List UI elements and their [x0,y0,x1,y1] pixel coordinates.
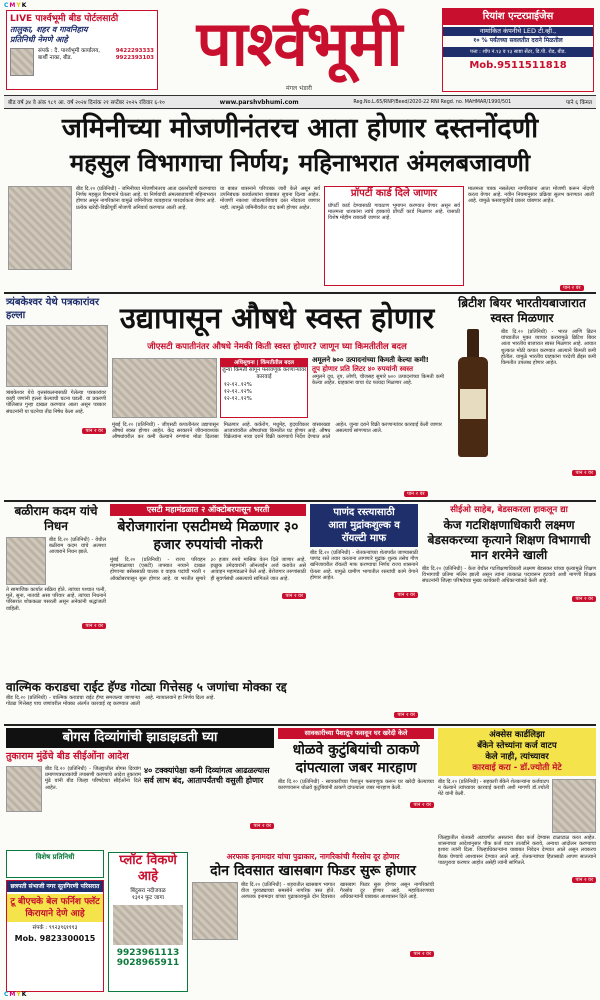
live-title: LIVE पार्श्वभूमी बीड पोर्टलसाठी [10,14,119,24]
ad-top-line3: पत्ता : शॉप नं.१३ व १३ साष्टा सेंटर, डि.पी. रोड, बीड. [443,47,593,57]
plot-line2: १३१२ फुट जागा [132,895,164,901]
banner-headline: उद्यापासून औषधे स्वस्त होणार [119,301,435,335]
plot-photo [113,905,183,945]
road-title-a: पाणंद रस्त्यासाठी [333,507,395,518]
live-portal-box [6,10,158,90]
mete-body-a: बीड दि.२० (प्रतिनिधी) - सहकारी बँकेने शेतकऱ्यांना कर्जवाटप न केल्याने त्यांच्यावर कारवाई करावी अशी मागणी डॉ.ज्योती मेटे यांनी केली. [438,779,549,798]
bogus-subtitle: तुकाराम मुंढेंचे बीड सीईओंना आदेश [6,751,129,762]
dateline-website[interactable]: www.parshvbhumi.com [219,98,299,106]
ceo-headline: केज गटशिक्षणाधिकारी लक्ष्मण बेडसकरच्या कृत्याने शिक्षण विभागाची मान शरमेने खाली [427,518,591,562]
beer-bottle [448,329,498,459]
beer-story [448,296,596,496]
balirm-photo [6,537,46,585]
banner-box-sub: जुन्या किंमती सांगून फसवणूक करणाऱ्यांवर कारवाई [221,367,307,380]
ceo-more[interactable]: पान २ वर [572,596,596,602]
chhatrapati-contact: संपर्क : ९९२३९६१११३ [32,925,78,931]
balirm-more[interactable]: पान २ वर [82,623,106,629]
lead-photo [8,186,72,270]
banner-body: मुंबई दि.२० (प्रतिनिधी) - जीएसटी कपातीनंतर उद्यापासून औषधे स्वस्त होणार आहेत. केंद्र सरकारने जीवनावश्यक औषधांवरील कर कमी केल्याने रुग्णांना मोठा दिलासा मिळणार आहे. कर्करोग, मधुमेह, हृदयविकार यांसारख्या आजारांवरील औषधांच्या किमतीत घट होणार आहे. औषध विक्रेत्यांना नव्या दराने विक्री करण्याचे निर्देश देण्यात आले आहेत. जुन्या दराने विक्री करणाऱ्यांवर कारवाई केली जाणार असल्याचे सांगण्यात आले. [112,422,442,441]
chhatrapati-ad [6,880,104,992]
plot-title: प्लॉट विकणे आहे [119,853,177,884]
valmik-body: बीड दि.२० (प्रतिनिधी) - वाल्मिक कराडचा राईट हॅण्ड समजल्या जाणाऱ्या गोट्या गित्तेसह पाच जणांवरील मोक्का अंतर्गत कारवाई रद्द करण्यात आली आहे. न्यायालयाने हा निर्णय दिला आहे. [6,695,216,708]
dhoka-tag: सावकारीच्या पैशातून फसवून घर खरेदी केले [278,728,434,739]
lead-subhead-body: प्रॉपर्टी कार्ड देण्यासाठी गावठाण भूमापन करण्यात येणार असून सर्व मालमत्ता धारकांना त्यांचे हक्काचे प्रॉपर्टी कार्ड मिळणार आहे. यासाठी विशेष मोहीम राबवली जाणार आहे. [328,203,460,222]
lead-subhead-box [324,186,464,286]
ad-top-mobile: Mob.9511511818 [469,60,567,71]
st-body: मुंबई दि.२० (प्रतिनिधी) - राज्य परिवहन महामंडळाच्या (एसटी) ताफ्यात नव्याने दाखल होणाऱ्या बसेससाठी चालक व वाहक पदांची भरती २ ऑक्टोबरपासून सुरू होणार आहे. या भरतीत सुमारे ३० हजार रुपये मासिक वेतन दिले जाणार आहे. इच्छुक उमेदवारांनी ऑनलाईन अर्ज करावेत असे आवाहन महामंडळाने केले आहे. बेरोजगार तरुणांसाठी ही सुवर्णसंधी असल्याचे सांगितले जात आहे. [110,557,306,582]
banner-photo [112,358,217,418]
bogus-title: बोगस दिव्यांगांची झाडाझडती घ्या [6,728,274,748]
cmyk-marker-bottom: CMYK [4,991,28,998]
valmik-title: वाल्मिक कराडचा राईट हॅण्ड गोट्या गित्तेसह ५ जणांचा मोक्का रद्द [6,680,287,694]
banner-box-rows: १२-१२..१२% १२-१२..१२% १२-१२..१२% [224,382,252,402]
banner-side-title: अमूलने ७०० उत्पादनांच्या किमती केल्या कमी! [312,356,429,364]
plot-line1: बिंदुसरा नदीजवळ [130,888,166,894]
balirm-title: बळीराम कदम यांचे निधन [14,504,98,533]
st-more[interactable]: पान २ वर [282,593,306,599]
dateline-pages: पाने ६ किंमत [565,100,592,106]
road-body: बीड दि.२० (प्रतिनिधी) - शेतकऱ्यांच्या शेतापर्यंत जाण्यासाठी पाणंद रस्ते तयार करताना लागणारे मुद्रांक शुल्क तसेच गौण खनिजावरील रॉयल्टी माफ करण्याचा निर्णय राज्य शासनाने घेतला आहे. यामुळे ग्रामीण भागातील रस्त्यांची कामे वेगाने होणार आहेत. [310,550,418,581]
lead-body-col2: या बाबत शासनाने परिपत्रक जारी केले असून सर्व उपनिबंधक कार्यालयांना याबाबत सूचना दिल्या आहेत. मोजणी नकाशा जोडल्याशिवाय दस्त नोंदवला जाणार नाही. त्यामुळे जमिनीवरील वाद कमी होणार आहेत. [220,186,320,211]
chhatrapati-ad-text: टू बीएचके बेल फर्निश फ्लॅट किरायाने देणे आहे [7,894,103,922]
beer-title: ब्रिटीश बियर भारतीयबाजारात स्वस्त मिळणार [458,296,586,325]
feeder-tag: अरफाक इनामदार यांचा पुढाकार, नागरिकांची गैरसोय दूर होणार [226,852,400,861]
live-phone-2: 9922393103 [115,55,154,61]
feeder-more[interactable]: पान २ वर [410,951,434,957]
mete-title-box [438,728,596,776]
banner-side-body: अमूलने दूध, तूप, लोणी, चीजसह सुमारे ७०० उत्पादनांच्या किमती कमी केल्या आहेत. ग्राहकांना याचा थेट फायदा मिळणार आहे. [312,374,444,387]
mete-title-a: अंक्सेस कार्डलिझा [489,730,545,740]
road-title-box [310,504,418,547]
st-tag: एसटी महामंडळात २ ऑक्टोबरपासून भरती [110,504,306,516]
chhatrapati-title: छत्रपती संभाजी नगर सूतगिरणी परिसरात [7,881,103,892]
road-more[interactable]: पान २ वर [394,592,418,598]
story-left-1-body: त्र्यंबकेश्वर येथे वृत्तसंकलनासाठी गेलेल्या पत्रकारांवर काही जणांनी हल्ला केल्याची घटना घडली. या प्रकरणी पोलिसात गुन्हा दाखल करण्यात आला असून पत्रकार संघटनांनी या घटनेचा तीव्र निषेध केला आहे. [6,390,106,415]
balirm-body-a: बीड दि.२० (प्रतिनिधी) - येथील बळीराम कदम यांचे अल्पशा आजाराने निधन झाले. [49,537,106,556]
lead-headline-2: महसुल विभागाचा निर्णय; महिनाभरात अंमलबजावणी [69,149,531,177]
ad-top-right [442,8,594,92]
banner-box-title: अधिसूचना | किंमतीतील बदल [221,359,307,367]
road-title-c: रॉयल्टी माफ [341,533,387,544]
ad-top-line2: १० % पर्यंतच्या सवलतीत दराने मिळतील [473,37,563,44]
lead-body-col1: बीड दि.२० (प्रतिनिधी) - जमिनीच्या मोजणीनंतरच आता दस्तनोंदणी करण्याचा निर्णय महसुल विभागाने घेतला आहे. या निर्णयाची अंमलबजावणी महिनाभरात होणार असून नागरिकांना यामुळे जमिनीच्या व्यवहारात पारदर्शकता येणार आहे. प्रत्येक खरेदी-विक्रीपूर्वी मोजणी अनिवार्य करण्यात आली आहे. [76,186,216,211]
banner-subhead: जीएसटी कपातीनंतर औषधे नेमकी किती स्वस्त होणार? जाणून घ्या किमतीतील बदल [147,342,407,352]
ceo-title: सीईओ साहेब, बेडसकरला हाकलून द्या [450,505,568,515]
feeder-body: बीड दि.२० (प्रतिनिधी) - शहरातील खासबाग भागात वीज पुरवठ्याच्या समस्येने नागरिक त्रस्त होते. अरफाक इनामदार यांच्या पुढाकारामुळे दोन दिवसात खासबाग फिडर सुरू होणार असून नागरिकांची गैरसोय दूर होणार आहे. महावितरणच्या अधिकाऱ्यांनी याबाबत आश्वासन दिले आहे. [241,882,434,901]
banner-price-box [220,358,308,418]
lead-more[interactable]: पान २ वर [560,274,594,284]
lead-body-col4: मालमत्ता पत्रक नसलेल्या नागरिकांना आता मोजणी करून नोंदणी करता येणार आहे. नवीन नियमानुसार प्रक्रिया सुलभ करण्यात आली आहे. यामुळे फसवणुकीचे प्रकार थांबणार आहेत. [468,186,594,205]
live-phone-1: 9422293333 [115,48,154,54]
dhoka-headline: धोळवे कुटुंबियांची ठाकणे दांपत्याला जबर मारहाण [292,742,420,776]
bogus-photo [6,766,42,812]
live-line2: प्रतिनिधी नेमणे आहे [10,35,68,44]
masthead [160,4,438,94]
balirm-story [6,504,106,676]
mete-title-d: कारवाई करा - डॉ.ज्योती मेटे [472,763,562,773]
ceo-story [422,504,596,676]
road-story [310,504,418,676]
ad-top-name: रियांश एन्टरप्राईजेस [443,9,593,25]
chhatrapati-mobile: Mob. 9823300015 [14,934,96,943]
dateline-strip [4,95,596,109]
story-left-1-title: त्र्यंबकेश्वर येथे पत्रकारांवर हल्ला [6,297,100,321]
mete-title-c: केले नाही, त्यांच्यावर [485,752,549,762]
feeder-story [192,852,434,992]
dhoka-body: बीड दि.२० (प्रतिनिधी) - सावकारीच्या पैशातून फसवणूक करून घर खरेदी केल्याच्या कारणावरून धोळवे कुटुंबियांनी ठाकणे दांपत्याला जबर मारहाण केली. [278,779,434,792]
beer-body: बीड दि.२० (प्रतिनिधी) - भारत आणि ब्रिटन यांच्यातील मुक्त व्यापार करारामुळे ब्रिटिश बियर आता भारतीय बाजारात स्वस्त मिळणार आहे. आयात शुल्कात मोठी कपात करण्यात आल्याने किमती कमी होतील. यामुळे भारतीय ग्राहकांना परदेशी ब्रँड्स कमी किमतीत उपलब्ध होणार आहेत. [501,329,596,367]
lead-subhead: प्रॉपर्टी कार्ड दिले जाणार [350,188,438,199]
balirm-body-b: ते सामाजिक कार्यात सक्रिय होते. त्यांच्या पश्चात पत्नी, मुले, सुना, नातवंडे असा परिवार आहे. त्यांच्या निधनाने परिसरात शोककळा पसरली असून अनेकांनी श्रद्धांजली वाहिली. [6,587,106,612]
masthead-subtitle: मंगल भंडारी [286,85,312,92]
valmik-more[interactable]: पान २ वर [394,712,418,718]
ad-top-line1: नामांकित कंपनीचे LED टी.व्ही., [443,27,593,36]
dhoka-story [278,728,434,848]
bogus-cert: ४० टक्क्यांपेक्षा कमी दिव्यांगत्व आढळल्यास सर्व लाभ बंद, आतापर्यंतची वसुली होणार [144,766,270,785]
st-headline: बेरोजगारांना एसटीमध्ये मिळणार ३० हजार रुपयांची नोकरी [117,519,299,553]
plot-ad [108,852,188,992]
mete-title-b: बँकेने स्तेच्यांना कर्ज वाटप [477,741,557,751]
mete-more[interactable]: पान २ वर [572,877,596,883]
live-line1: तालुका, शहर व गावनिहाय [10,25,88,34]
dhoka-more[interactable]: पान २ वर [410,802,434,808]
live-photo [10,48,34,76]
valmik-story [6,680,418,720]
beer-more[interactable]: पान २ वर [572,470,596,476]
lead-headline-1: जमिनीच्या मोजणीनंतरच आता होणार दस्तनोंदणी [61,113,539,144]
reporter-box-label: विशेष प्रतिनिधी [35,853,75,861]
ceo-body: बीड दि.२० (प्रतिनिधी) - केज येथील गटशिक्षणाधिकारी लक्ष्मण बेडसकर यांच्या कृत्यामुळे शिक्षण विभागाची प्रतिमा मलिन झाली असून त्यांना तात्काळ पदावरून हटवावे अशी मागणी शिक्षक संघटनांनी जिल्हा परिषदेच्या मुख्य कार्यकारी अधिकाऱ्यांकडे केली आहे. [422,566,596,585]
bogus-story [6,728,274,848]
bogus-more[interactable]: पान २ वर [250,823,274,829]
st-story [110,504,306,676]
story-left-1-photo [6,325,108,387]
cmyk-marker: CMYK [4,2,28,9]
feeder-headline: दोन दिवसात खासबाग फिडर सुरू होणार [210,863,416,879]
banner-more[interactable]: पान २ वर [404,491,428,497]
mete-photo [552,779,596,833]
story-left-1-more[interactable]: पान २ वर [82,428,106,434]
road-title-b: आता मुद्रांकशुल्क व [328,520,400,531]
banner-side-sub: तूप होणार प्रति लिटर ४० रुपयांनी स्वस्त [312,365,413,373]
reporter-box [6,850,104,878]
banner-side [312,356,444,418]
feeder-photo [192,882,238,940]
story-left-1 [6,296,106,496]
mete-story [438,728,596,990]
masthead-title: पार्श्वभूमी [196,7,402,80]
mete-body-b: जिल्ह्यातील शेतकरी अडचणीत असताना बँका कर्ज देण्यास टाळाटाळ करत आहेत. शासनाच्या आदेशानुसार पीक कर्ज वाटप तातडीने करावे, अन्यथा आंदोलन करण्याचा इशारा त्यांनी दिला. जिल्हाधिकाऱ्यांना याबाबत निवेदन देण्यात आले असून लवकरच बैठक घेण्याचे आश्वासन देण्यात आले आहे. शेतकऱ्यांच्या हितासाठी आपण सातत्याने पाठपुरावा करणार आहोत असेही त्यांनी सांगितले. [438,835,596,866]
dateline-reg: Reg.No.L.65/RNP/Beed/2020-22 RNI Regd. no. MAHMAR/1990/501 [353,99,512,105]
plot-phone-2: 9028965911 [116,958,180,968]
plot-phone-1: 9923961113 [116,948,180,958]
live-address: बार्शी नाका, बीड. [38,55,73,61]
live-contact: संपर्क : दै. पार्श्वभूमी कार्यालय, [38,48,101,54]
bogus-body: बीड दि.२० (प्रतिनिधी) - जिल्ह्यातील बोगस दिव्यांग प्रमाणपत्रधारकांची तपासणी करण्याचे आदेश तुकाराम मुंढे यांनी बीड जिल्हा परिषदेच्या सीईओंना दिले आहेत. [45,766,141,791]
dateline-left: बीड वर्ष ३४ वे अंक ९८९ आ. वर्ष २०२४ दिनांक २१ सप्टेंबर २०२५ रविवार ६-१० [8,100,165,106]
